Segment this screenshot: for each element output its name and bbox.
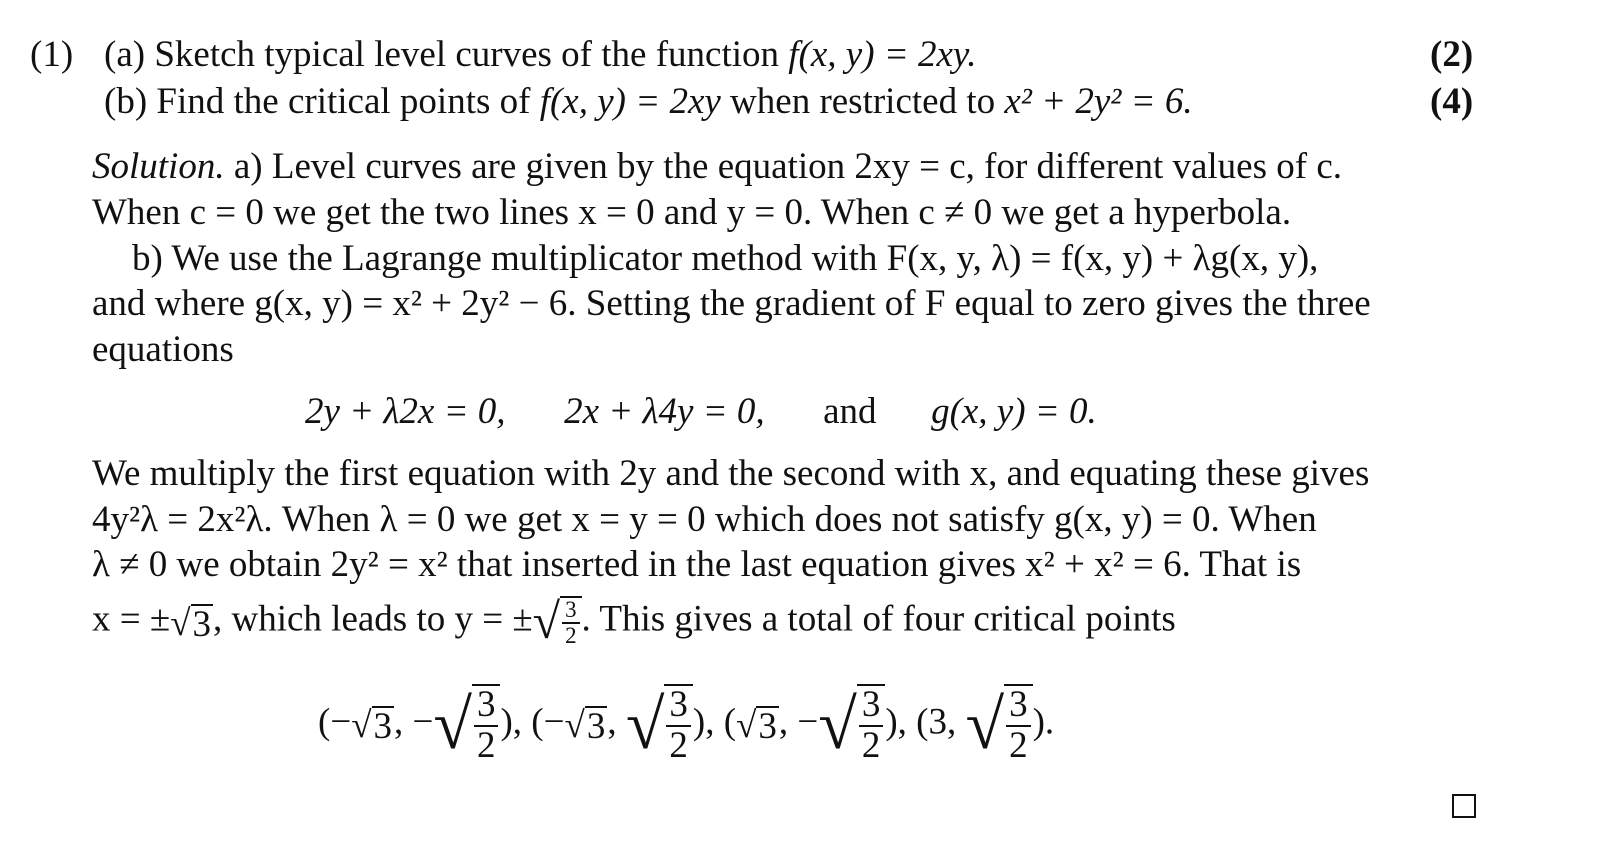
sqrt-3-radicand: 3 [192, 603, 211, 645]
part-b-marks: (4) [1430, 81, 1474, 122]
solution-a1-text: a) Level curves are given by the equation 2xy = c, for different values of c. [233, 146, 1343, 187]
part-a-formula: f(x, y) = 2xy. [788, 34, 977, 75]
sqrt-three-halves: √ $\frac{3}{2}$ [533, 596, 582, 648]
solution-line-a2: When c = 0 we get the two lines x = 0 and y = 0. When c ≠ 0 we get a hyperbola. [92, 192, 1292, 233]
qed-square-icon [1452, 794, 1476, 818]
equation-3: g(x, y) = 0. [931, 391, 1097, 432]
equations-and: and [823, 391, 877, 432]
solution-line-c2: 4y²λ = 2x²λ. When λ = 0 we get x = y = 0 which does not satisfy g(x, y) = 0. When [92, 499, 1317, 540]
equation-1: 2y + λ2x = 0, [305, 391, 506, 432]
solution-line-a1 [92, 148, 1342, 185]
part-b-formula-1: f(x, y) = 2xy [539, 81, 721, 122]
p2-frac-root: √ $\frac{3}{2}$ [626, 684, 693, 766]
part-a-marks: (2) [1430, 34, 1474, 75]
equation-2: 2x + λ4y = 0, [564, 391, 765, 432]
solution-heading: Solution. [92, 146, 225, 187]
c4-part-c: . This gives a total of four critical points [581, 598, 1176, 640]
solution-line-c4 [92, 593, 1176, 650]
part-b-text-1: Find the critical points of [156, 81, 531, 122]
part-b-label: (b) [104, 81, 148, 122]
solution-line-b3: equations [92, 329, 234, 370]
p1-frac-root: √ $\frac{3}{2}$ [433, 684, 500, 766]
part-b [104, 83, 1193, 120]
p3-sqrt: √3 [736, 705, 777, 748]
part-b-formula-2: x² + 2y² = 6. [1004, 81, 1193, 122]
problem-number: (1) [30, 34, 74, 75]
p2-sqrt: √3 [564, 705, 606, 748]
part-a [104, 36, 977, 73]
solution-line-b1: b) We use the Lagrange multiplicator method with F(x, y, λ) = f(x, y) + λg(x, y), [132, 238, 1319, 279]
part-a-label: (a) [104, 34, 146, 75]
p1-sqrt: √3 [351, 705, 393, 748]
c4-part-b: , which leads to y = ± [213, 598, 533, 640]
solution-line-c3: λ ≠ 0 we obtain 2y² = x² that inserted in the last equation gives x² + x² = 6. That is [92, 544, 1302, 585]
part-a-text: Sketch typical level curves of the function [154, 34, 780, 75]
solution-line-b2: and where g(x, y) = x² + 2y² − 6. Setting the gradient of F equal to zero gives the three [92, 283, 1371, 324]
fraction-three-halves: $\frac{3}{2}$ [562, 598, 579, 648]
display-equations [305, 393, 1097, 430]
p4-frac-root: √ $\frac{3}{2}$ [966, 684, 1033, 766]
p3-frac-root: √ $\frac{3}{2}$ [818, 684, 885, 766]
c4-part-a: x = ± [92, 598, 171, 640]
sqrt-3: √3 [170, 602, 211, 645]
part-b-text-2: when restricted to [730, 81, 996, 122]
critical-points: (−√3, −√ $\frac{3}{2}$ ), (−√3, √ $\frac{3}{2}$ ), (√3, −√ $\frac{3}{2}$ ), (3, √ $\frac{3}{2}$ ). [318, 684, 1055, 766]
solution-line-c1: We multiply the first equation with 2y and the second with x, and equating these gives [92, 453, 1370, 494]
